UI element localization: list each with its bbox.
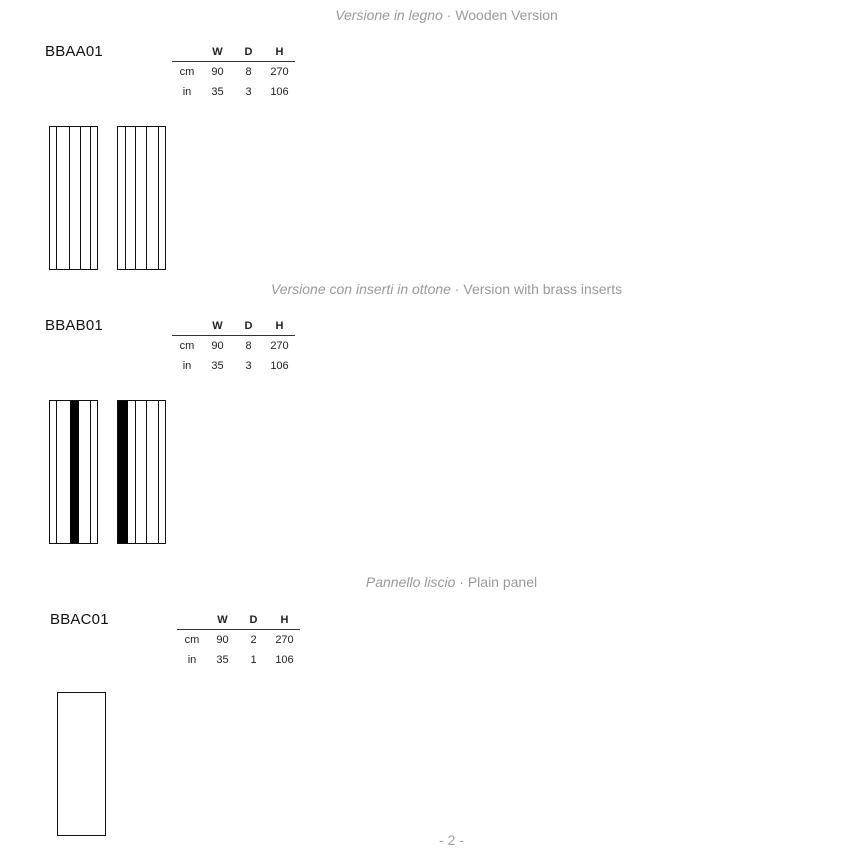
table-header-cell: D bbox=[238, 610, 269, 630]
table-header-row bbox=[172, 316, 295, 336]
table-cell: 106 bbox=[270, 86, 289, 98]
section-title-wooden bbox=[19, 7, 855, 23]
table-row bbox=[172, 82, 295, 102]
slat-line bbox=[69, 127, 70, 269]
slat-line bbox=[56, 401, 57, 543]
section-title-plain bbox=[24, 574, 855, 590]
unit-label: in bbox=[182, 360, 192, 372]
table-header-cell: D bbox=[233, 42, 264, 62]
slat-line bbox=[80, 127, 81, 269]
slat-line bbox=[90, 401, 91, 543]
page-number: - 2 - bbox=[439, 832, 464, 848]
table-header-cell: H bbox=[264, 316, 295, 336]
slat-line bbox=[158, 127, 159, 269]
table-cell: 270 bbox=[270, 66, 289, 78]
unit-label: in bbox=[182, 86, 192, 98]
table-cell: 90 bbox=[211, 340, 224, 352]
slat-line bbox=[146, 401, 147, 543]
brass-insert bbox=[70, 401, 79, 543]
table-cell: 8 bbox=[245, 66, 252, 78]
table-header-cell: W bbox=[202, 42, 233, 62]
table-row bbox=[177, 630, 300, 651]
table-cell: 3 bbox=[245, 86, 252, 98]
section-title-brass bbox=[19, 281, 855, 297]
table-row bbox=[177, 650, 300, 670]
table-header-cell bbox=[172, 42, 202, 62]
panel-drawing-front bbox=[49, 126, 98, 270]
slat-line bbox=[146, 127, 147, 269]
table-header-cell: W bbox=[207, 610, 238, 630]
unit-label: cm bbox=[179, 66, 195, 78]
table-cell: 270 bbox=[275, 634, 294, 646]
unit-label: cm bbox=[184, 634, 200, 646]
product-code: BBAC01 bbox=[50, 611, 109, 628]
section-title-english: Plain panel bbox=[467, 574, 538, 590]
table-cell: 270 bbox=[270, 340, 289, 352]
table-header-row bbox=[172, 42, 295, 62]
panel-drawing-back bbox=[117, 126, 166, 270]
dimensions-table bbox=[172, 42, 295, 102]
table-cell: 106 bbox=[270, 360, 289, 372]
product-code: BBAA01 bbox=[45, 43, 103, 60]
product-code: BBAB01 bbox=[45, 317, 103, 334]
slat-line bbox=[158, 401, 159, 543]
unit-label: cm bbox=[179, 340, 195, 352]
table-cell: 106 bbox=[275, 654, 294, 666]
table-cell: 35 bbox=[216, 654, 229, 666]
title-separator: · bbox=[455, 574, 468, 590]
slat-line bbox=[135, 401, 136, 543]
table-header-cell bbox=[172, 316, 202, 336]
table-cell: 8 bbox=[245, 340, 252, 352]
table-header-cell bbox=[177, 610, 207, 630]
table-cell: 35 bbox=[211, 360, 224, 372]
table-header-cell: D bbox=[233, 316, 264, 336]
dimensions-table bbox=[177, 610, 300, 670]
title-separator: · bbox=[442, 7, 456, 23]
slat-line bbox=[56, 127, 57, 269]
slat-line bbox=[90, 127, 91, 269]
unit-label: in bbox=[187, 654, 197, 666]
panel-drawing-back bbox=[117, 400, 166, 544]
slat-line bbox=[135, 127, 136, 269]
table-cell: 1 bbox=[250, 654, 257, 666]
section-title-english: Wooden Version bbox=[455, 7, 558, 23]
table-header-cell: H bbox=[269, 610, 300, 630]
table-header-row bbox=[177, 610, 300, 630]
table-cell: 35 bbox=[211, 86, 224, 98]
section-title-italian: Versione con inserti in ottone bbox=[270, 281, 451, 297]
brass-insert bbox=[118, 401, 128, 543]
table-row bbox=[172, 62, 295, 83]
title-separator: · bbox=[450, 281, 464, 297]
slat-line bbox=[125, 127, 126, 269]
section-title-italian: Pannello liscio bbox=[365, 574, 456, 590]
table-cell: 90 bbox=[211, 66, 224, 78]
section-title-italian: Versione in legno bbox=[335, 7, 443, 23]
panel-drawing-front bbox=[49, 400, 98, 544]
section-title-english: Version with brass inserts bbox=[463, 281, 623, 297]
table-row bbox=[172, 336, 295, 357]
table-cell: 3 bbox=[245, 360, 252, 372]
dimensions-table bbox=[172, 316, 295, 376]
table-header-cell: W bbox=[202, 316, 233, 336]
table-row bbox=[172, 356, 295, 376]
panel-drawing-plain bbox=[57, 692, 106, 836]
table-cell: 2 bbox=[250, 634, 257, 646]
table-cell: 90 bbox=[216, 634, 229, 646]
table-header-cell: H bbox=[264, 42, 295, 62]
